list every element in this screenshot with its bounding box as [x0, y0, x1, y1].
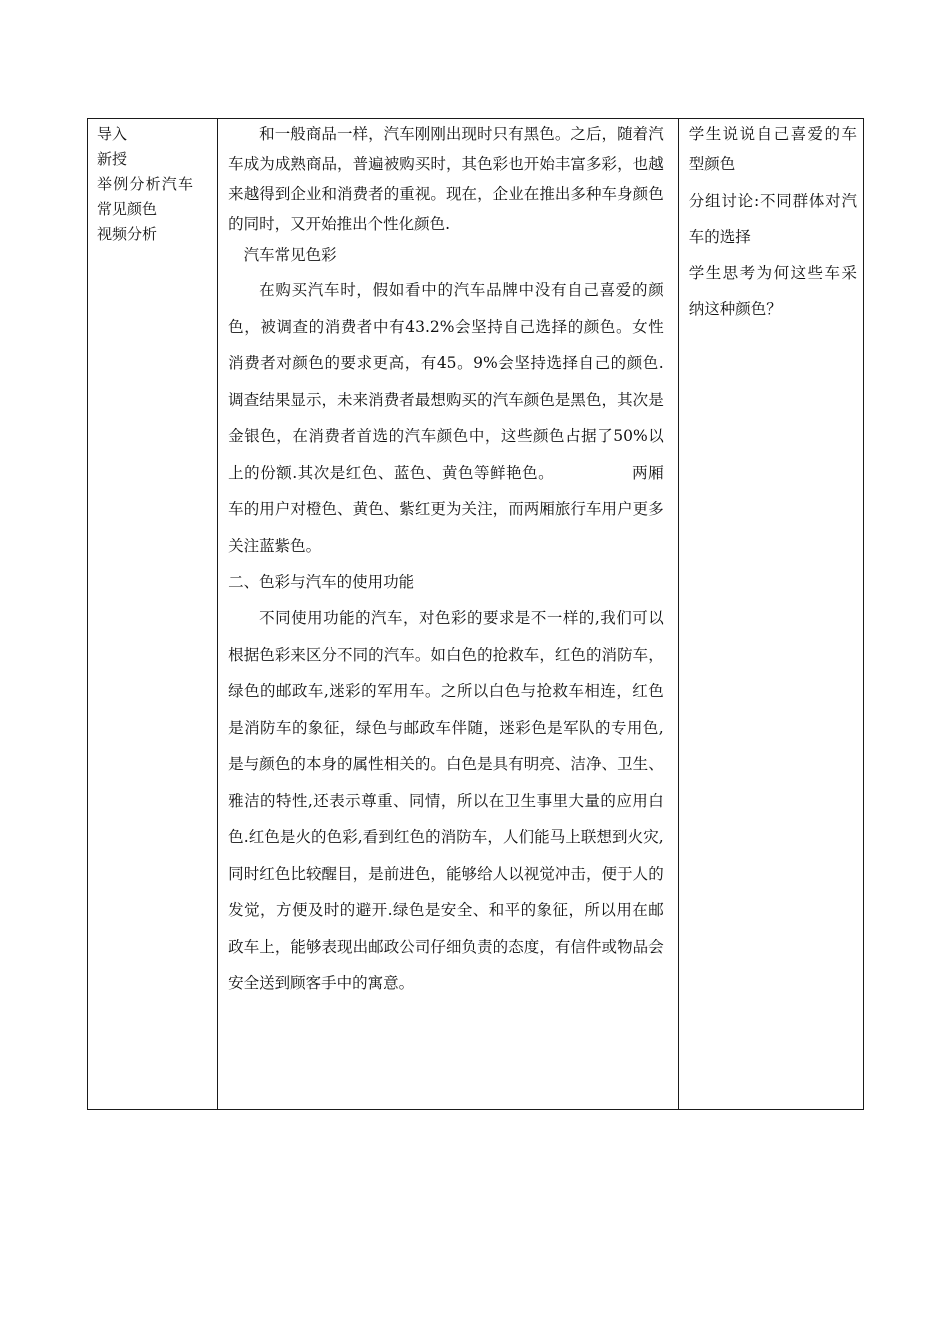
survey-paragraph: [228, 272, 664, 564]
subheading: 汽车常见色彩: [243, 246, 337, 264]
step-item: 常见颜色: [97, 200, 158, 218]
student-activity-cell: [678, 119, 863, 1110]
activity-item: 分组讨论:不同群体对汽车的选择: [688, 192, 857, 246]
function-paragraph: 不同使用功能的汽车，对色彩的要求是不一样的,我们可以根据色彩来区分不同的汽车。如白色的抢救车，红色的消防车，绿色的邮政车,迷彩的军用车。之所以白色与抢救车相连，红色是消防车的象征，绿色与邮政车伴随，迷彩色是军队的专用色,是与颜色的本身的属性相关的。白色是具有明亮、洁净、卫生、雅洁的特性,还表示尊重、同情，所以在卫生事里大量的应用白色.红色是火的色彩,看到红色的消防车，人们能马上联想到火灾,同时红色比较醒目，是前进色，能够给人以视觉冲击，便于人的发觉，方便及时的避开.绿色是安全、和平的象征，所以用在邮政车上，能够表现出邮政公司仔细负责的态度，有信件或物品会安全送到顾客手中的寓意。: [228, 609, 664, 992]
step-item: 新授: [97, 150, 128, 168]
teaching-steps-cell: [88, 119, 218, 1110]
survey-text-b: 两厢车的用户对橙色、黄色、紫红更为关注，而两厢旅行车用户更多关注蓝紫色。: [228, 463, 664, 555]
step-item: 举例分析汽车: [97, 175, 195, 193]
intro-paragraph: 和一般商品一样，汽车刚刚出现时只有黑色。之后，随着汽车成为成熟商品，普遍被购买时，其色彩也开始丰富多彩，也越来越得到企业和消费者的重视。现在，企业在推出多种车身颜色的同时，又开始推出个性化颜色.: [228, 125, 664, 233]
section-heading: 二、色彩与汽车的使用功能: [228, 573, 415, 591]
table-row: [88, 119, 864, 1110]
teaching-content-cell: [218, 119, 679, 1110]
lesson-plan-table: [87, 118, 864, 1110]
activity-item: 学生说说自己喜爱的车型颜色: [688, 125, 857, 173]
step-item: 导入: [97, 125, 128, 143]
survey-text-a: 在购买汽车时，假如看中的汽车品牌中没有自己喜爱的颜色，被调查的消费者中有43.2%会坚持自己选择的颜色。女性消费者对颜色的要求更高，有45。9%会坚持选择自己的颜色.调查结果显示，未来消费者最想购买的汽车颜色是黑色，其次是金银色，在消费者首选的汽车颜色中，这些颜色占据了50%以上的份额.其次是红色、蓝色、黄色等鲜艳色。: [228, 281, 664, 482]
activity-item: 学生思考为何这些车采纳这种颜色？: [688, 264, 857, 318]
step-item: 视频分析: [97, 225, 158, 243]
